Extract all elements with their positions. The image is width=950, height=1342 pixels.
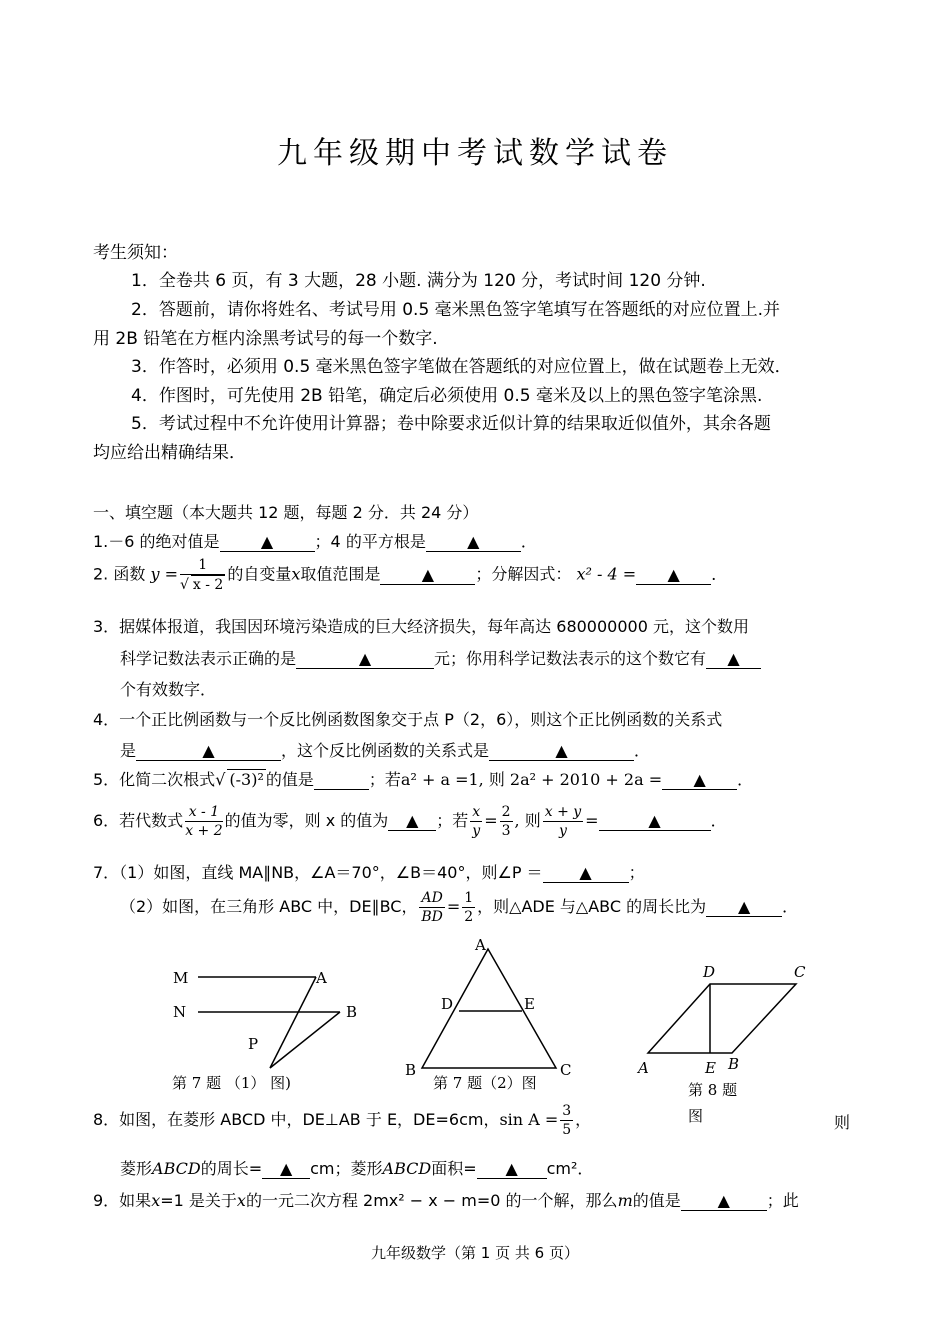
question-7: 7．（1）如图，直线 MA∥NB，∠A＝70°，∠B＝40°，则∠P ＝ ▲ ； [93, 863, 645, 882]
label-b: B [405, 1061, 417, 1079]
label-p: P [248, 1035, 259, 1053]
question-5: 5．化简二次根式√ (-3)² 的值是 ；若a² + a =1, 则 2a² + 2010 + 2a = ▲ ． [93, 770, 754, 789]
fraction: $\frac{x + y}{y}$ [544, 804, 582, 839]
label-n: N [173, 1003, 187, 1021]
fraction: $\frac{1}{2}$ [464, 890, 474, 925]
question-6: 6．若代数式 $\frac{x - 1}{x + 2}$ 的值为零，则 x 的值为 ▲ ；若 $\frac{x}{y}$ = $\frac{2}{3}$ , 则 $\frac{x + y}{y}$ = ▲ ． [93, 804, 727, 839]
label-b: B [728, 1055, 740, 1073]
answer-blank: ▲ [706, 649, 761, 669]
answer-blank: ▲ [262, 1159, 310, 1179]
label-b: B [346, 1003, 358, 1021]
question-4: 4．一个正比例函数与一个反比例函数图象交于点 P（2，6），则这个正比例函数的关系式 [93, 710, 723, 729]
fraction: $\frac{AD}{BD}$ [421, 890, 443, 925]
label-d: D [441, 995, 454, 1013]
fraction: $\frac{x - 1}{x + 2}$ [185, 804, 223, 839]
answer-blank: ▲ [136, 741, 281, 761]
question-8: 8．如图，在菱形 ABCD 中，DE⊥AB 于 E，DE=6cm，sin A = $\frac{3}{5}$ ， [93, 1103, 592, 1138]
answer-blank: ▲ [706, 897, 782, 917]
question-3-line3: 个有效数字． [120, 680, 217, 699]
label-d: D [703, 963, 716, 981]
answer-blank: ▲ [599, 811, 711, 831]
notice-heading: 考生须知： [93, 243, 178, 263]
fraction: $\frac{3}{5}$ [562, 1103, 572, 1138]
label-a: A [316, 969, 327, 987]
label-a: A [638, 1059, 649, 1077]
answer-blank [314, 770, 369, 790]
notice-item: 1．全卷共 6 页，有 3 大题，28 小题. 满分为 120 分，考试时间 120 分钟. [131, 271, 706, 291]
answer-blank: ▲ [477, 1159, 547, 1179]
question-8-line2: 菱形ABCD的周长= ▲ cm；菱形ABCD面积= ▲ cm²． [120, 1159, 594, 1178]
answer-blank: ▲ [388, 811, 436, 831]
answer-blank: ▲ [681, 1191, 767, 1211]
figure-caption: 第 7 题 （1） 图) [172, 1074, 292, 1092]
figure-8 [630, 955, 820, 1130]
answer-blank: ▲ [220, 532, 315, 552]
label-e: E [705, 1059, 716, 1077]
figure-caption: 第 8 题 [688, 1081, 738, 1099]
notice-item: 3．作答时，必须用 0.5 毫米黑色签字笔做在答题纸的对应位置上，做在试题卷上无效． [131, 357, 792, 377]
question-3-line2: 科学记数法表示正确的是 ▲ 元；你用科学记数法表示的这个数它有 ▲ [120, 646, 761, 669]
label-c: C [560, 1061, 572, 1079]
notice-item: 4．作图时，可先使用 2B 铅笔，确定后必须使用 0.5 毫米及以上的黑色签字笔涂黑. [131, 386, 763, 406]
question-7-part2: （2）如图，在三角形 ABC 中，DE∥BC， $\frac{AD}{BD}$ = $\frac{1}{2}$ ，则△ADE 与△ABC 的周长比为 ▲ ． [120, 890, 799, 925]
label-m: M [173, 969, 189, 987]
question-8-then: 则 [834, 1113, 851, 1132]
answer-blank: ▲ [296, 649, 434, 669]
label-a: A [475, 936, 486, 954]
answer-blank: ▲ [380, 565, 475, 585]
answer-blank: ▲ [543, 863, 629, 883]
notice-item: 用 2B 铅笔在方框内涂黑考试号的每一个数字. [93, 329, 438, 349]
notice-item: 均应给出精确结果． [93, 443, 246, 463]
question-4-line2: 是 ▲ ，这个反比例函数的关系式是 ▲ ． [120, 741, 651, 760]
answer-blank: ▲ [662, 770, 737, 790]
notice-item: 5．考试过程中不允许使用计算器；卷中除要求近似计算的结果取近似值外，其余各题 [131, 414, 771, 434]
figure-7-2 [400, 935, 590, 1095]
answer-blank: ▲ [426, 532, 521, 552]
answer-blank: ▲ [489, 741, 634, 761]
fraction: $\frac{1}{√ x - 2}$ [179, 557, 224, 593]
figure-caption: 第 7 题（2）图 [433, 1074, 537, 1092]
page-title: 九年级期中考试数学试卷 [277, 136, 673, 171]
label-c: C [794, 963, 806, 981]
fraction: $\frac{2}{3}$ [501, 804, 511, 839]
page-footer: 九年级数学（第 1 页 共 6 页） [371, 1244, 579, 1262]
section-heading: 一、填空题（本大题共 12 题，每题 2 分．共 24 分） [93, 503, 479, 522]
figure-7-1 [160, 960, 380, 1095]
question-2: 2. 函数 y = $\frac{1}{√ x - 2}$ 的自变量x取值范围是 ▲ ；分解因式： x² - 4 = ▲ ． [93, 557, 728, 593]
fraction: $\frac{x}{y}$ [472, 804, 481, 839]
figure-caption-2: 图 [688, 1107, 704, 1125]
answer-blank: ▲ [636, 565, 711, 585]
label-e: E [524, 995, 535, 1013]
notice-item: 2．答题前，请你将姓名、考试号用 0.5 毫米黑色签字笔填写在答题纸的对应位置上.并 [131, 300, 781, 320]
question-9: 9．如果x=1 是关于x的一元二次方程 2mx² − x − m=0 的一个解，那么m的值是 ▲ ；此 [93, 1191, 799, 1210]
question-1: 1.－6 的绝对值是 ▲ ；4 的平方根是 ▲ ． [93, 532, 537, 551]
question-3: 3．据媒体报道，我国因环境污染造成的巨大经济损失，每年高达 680000000 元，这个数用 [93, 617, 749, 636]
